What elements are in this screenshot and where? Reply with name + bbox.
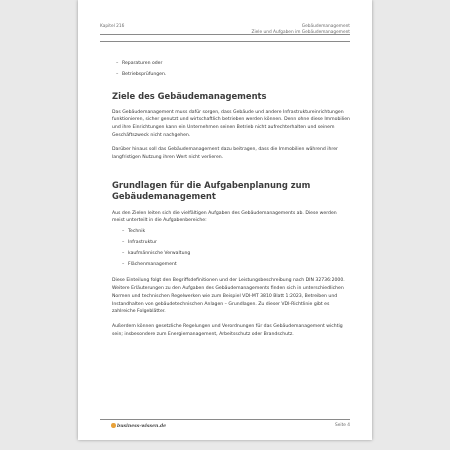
list-item: – kaufmännische Verwaltung bbox=[122, 251, 191, 257]
page-header bbox=[100, 14, 350, 42]
running-title-main: Gebäudemanagement bbox=[301, 24, 350, 29]
footer-logo bbox=[111, 423, 166, 429]
goals-paragraph-1: Das Gebäudemanagement muss dafür sorgen, dass Gebäude und andere Infrastruktureinrichtungen funktionieren, sicher genutzt und wirtschaftlich betrieben werden können. Denn ohne diese Immobilien und ihre Einrichtungen kann ein Unternehmen seinen Betrieb nicht aufrechterhalten und seinem Geschäftszweck nicht nachgehen. bbox=[112, 109, 350, 138]
task-area-list bbox=[112, 226, 350, 270]
document-page bbox=[78, 0, 372, 440]
header-rule-bottom bbox=[100, 41, 350, 42]
chapter-label: Kapitel 216 bbox=[100, 24, 125, 29]
basics-paragraph-2: Außerdem können gesetzliche Regelungen und Verordnungen für das Gebäudemanagement wichtig sein; insbesondere zum Energiemanagement, Arbeitsschutz oder Brandschutz. bbox=[112, 324, 343, 337]
section-heading-goals: Ziele des Gebäudemanagements bbox=[112, 91, 267, 101]
list-item: – Infrastruktur bbox=[122, 240, 157, 246]
page-content bbox=[112, 58, 350, 339]
continued-list bbox=[112, 58, 350, 80]
running-title-sub: Ziele und Aufgaben im Gebäudemanagement bbox=[251, 29, 350, 35]
logo-dot-icon bbox=[111, 423, 116, 428]
logo-text: business-wissen.de bbox=[117, 423, 167, 429]
basics-intro: Aus den Zielen leiten sich die vielfältigen Aufgaben des Gebäudemanagements ab. Diese werden meist unterteilt in die Aufgabenbereiche: bbox=[112, 210, 337, 224]
section-heading-basics: Grundlagen für die Aufgabenplanung zum Gebäudemanagement bbox=[112, 180, 311, 201]
list-item: – Technik bbox=[122, 229, 146, 235]
page-number: Seite 4 bbox=[335, 423, 350, 428]
goals-paragraph-2: Darüber hinaus soll das Gebäudemanagement dazu beitragen, dass die Immobilien während ihrer langfristigen Nutzung ihren Wert nicht verlieren. bbox=[112, 146, 338, 160]
list-item: – Reparaturen oder bbox=[116, 61, 163, 66]
list-item: – Betriebsprüfungen. bbox=[116, 72, 167, 77]
basics-paragraph-1: Diese Einteilung folgt den Begriffsdefinitionen und der Leistungsbeschreibung nach DIN 32736:2000. Weitere Erläuterungen zu den Aufgaben des Gebäudemanagements finden sich in unterschiedlichen Normen und technischen Regelwerken wie zum Beispiel VDI-MT 3810 Blatt 1:2023, Betreiben und Instandhalten von gebäudetechnischen Anlagen – Grundlagen. Zu dieser VDI-Richtlinie gibt es zahlreiche Folgeblätter. bbox=[112, 278, 345, 315]
footer-rule bbox=[100, 419, 350, 420]
list-item: – Flächenmanagement bbox=[122, 262, 177, 268]
header-rule-top bbox=[100, 34, 350, 35]
